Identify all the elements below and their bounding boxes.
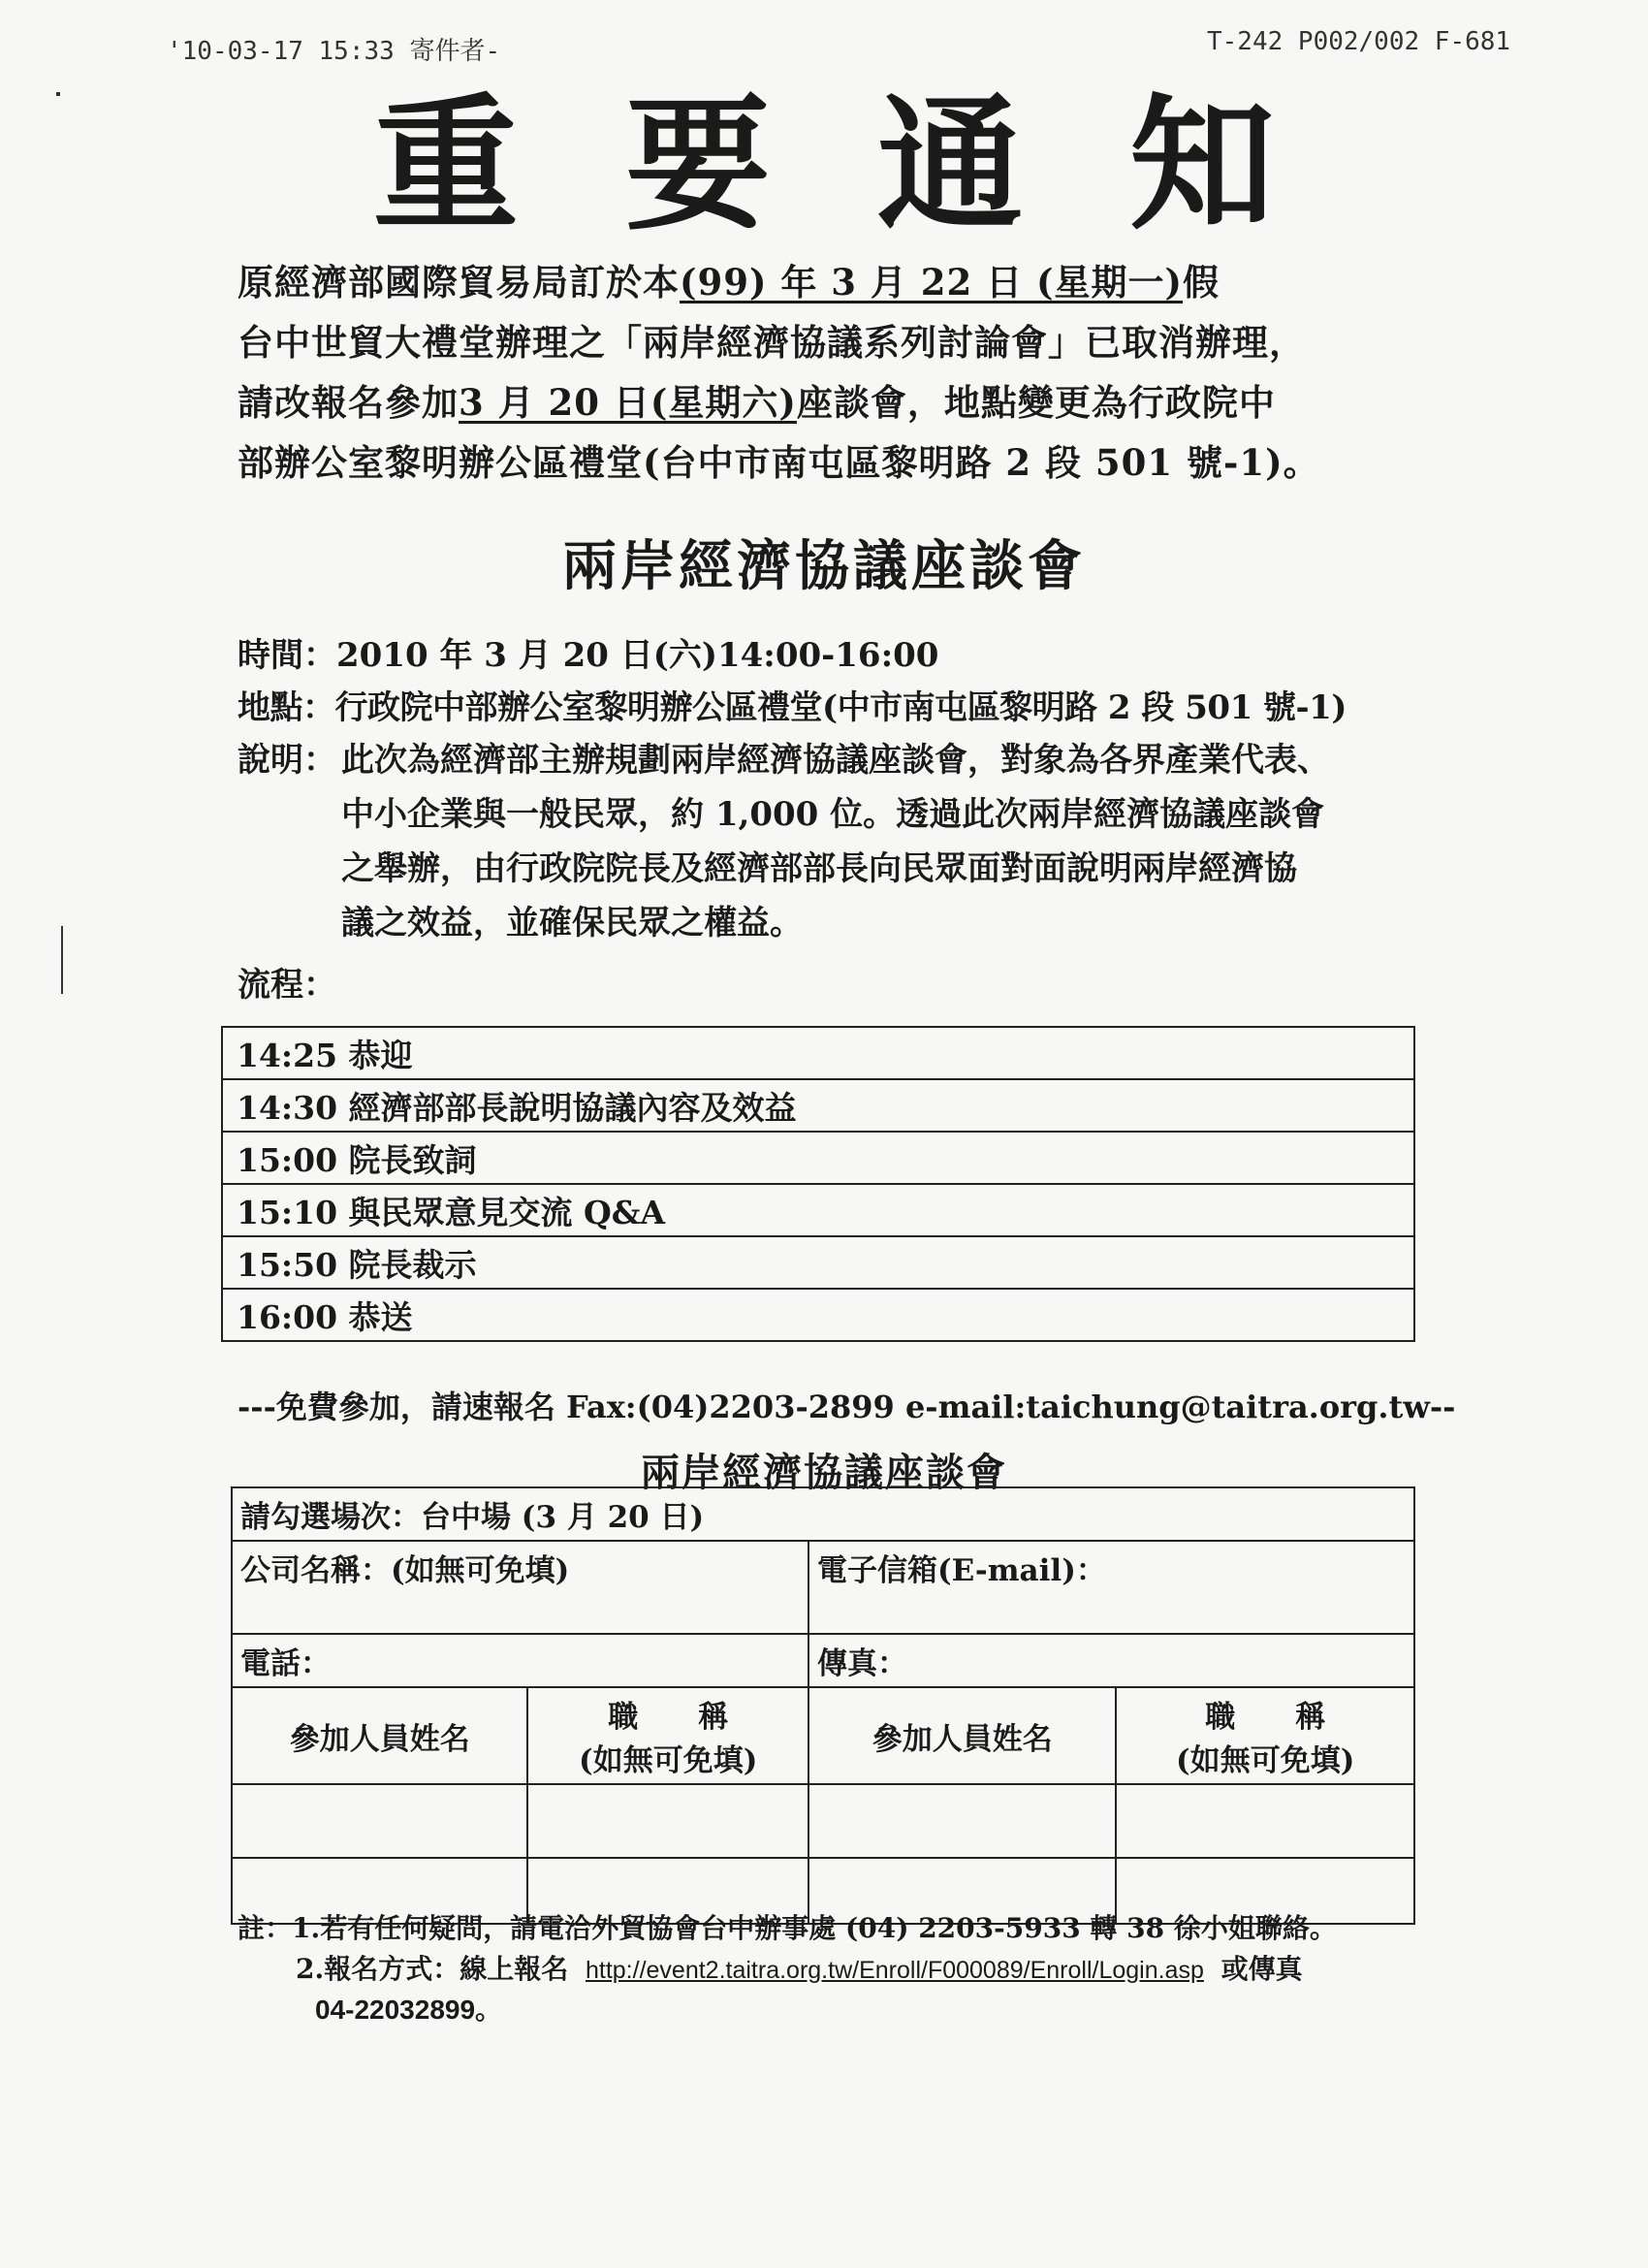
fax-field[interactable] xyxy=(808,1634,1414,1687)
phone-label: 電話： xyxy=(240,1646,331,1681)
desc-line-1: 此次為經濟部主辦規劃兩岸經濟協議座談會，對象為各界產業代表、 xyxy=(341,741,1330,780)
desc-line-2: 中小企業與一般民眾，約 1,000 位。透過此次兩岸經濟協議座談會 xyxy=(341,795,1325,834)
attendee-name-input[interactable] xyxy=(232,1784,527,1858)
flow-row xyxy=(222,1027,1414,1079)
attendee-title-input[interactable] xyxy=(1116,1784,1414,1858)
flow-item: 15:00 院長致詞 xyxy=(222,1132,1414,1184)
session-select-field[interactable] xyxy=(232,1487,1414,1541)
flow-row xyxy=(222,1236,1414,1289)
flow-item: 15:50 院長裁示 xyxy=(222,1236,1414,1289)
form-title: 兩岸經濟協議座談會 xyxy=(641,1450,1007,1495)
note-2-fax-label: 或傳真 xyxy=(1220,1953,1303,1985)
time-label: 時間： xyxy=(238,636,336,675)
flow-row xyxy=(222,1184,1414,1236)
col-header-title xyxy=(1116,1687,1414,1784)
col-header-title-line2: (如無可免填) xyxy=(1176,1743,1355,1778)
attendee-title-input[interactable] xyxy=(527,1784,808,1858)
attendee-name-input[interactable] xyxy=(808,1784,1116,1858)
note-2 xyxy=(296,1947,1303,1993)
notice-text: 原經濟部國際貿易局訂於本 xyxy=(238,261,680,303)
event-title: 兩岸經濟協議座談會 xyxy=(562,534,1086,598)
page-title: 重要通知 xyxy=(372,80,1381,250)
notice-date-underlined: (99) 年 3 月 22 日 (星期一) xyxy=(680,261,1184,303)
flow-item: 15:10 與民眾意見交流 Q&A xyxy=(222,1184,1414,1236)
flow-item: 14:25 恭迎 xyxy=(222,1027,1414,1079)
place-label: 地點： xyxy=(238,688,335,727)
desc-label: 說明： xyxy=(238,741,336,780)
flow-row xyxy=(222,1079,1414,1132)
flow-row xyxy=(222,1132,1414,1184)
note-1: 註：1.若有任何疑問，請電洽外貿協會台中辦事處 (04) 2203-5933 轉 38 徐小姐聯絡。 xyxy=(238,1912,1337,1944)
signup-line: ---免費參加，請速報名 Fax:(04)2203-2899 e-mail:taichung@taitra.org.tw-- xyxy=(238,1389,1456,1425)
col-header-title-line1: 職 稱 xyxy=(608,1700,729,1735)
notice-text: 假 xyxy=(1183,261,1220,303)
place-value: 行政院中部辦公室黎明辦公區禮堂(中市南屯區黎明路 2 段 501 號-1) xyxy=(334,688,1347,727)
note-2-label: 2.報名方式：線上報名 xyxy=(296,1953,569,1985)
flow-item: 16:00 恭送 xyxy=(222,1289,1414,1341)
desc-line-4: 議之效益，並確保民眾之權益。 xyxy=(341,904,803,942)
fax-header-left: '10-03-17 15:33 寄件者- xyxy=(167,37,501,66)
col-header-name: 參加人員姓名 xyxy=(808,1687,1116,1784)
flow-table xyxy=(221,1026,1415,1342)
scan-line xyxy=(61,926,63,994)
registration-form xyxy=(231,1486,1415,1925)
notice-line-4: 部辦公室黎明辦公區禮堂(台中市南屯區黎明路 2 段 501 號-1)。 xyxy=(238,441,1320,484)
col-header-title-line1: 職 稱 xyxy=(1205,1700,1326,1735)
note-2-fax-number: 04-22032899。 xyxy=(315,1995,503,2025)
email-field[interactable] xyxy=(808,1541,1414,1634)
place-row xyxy=(238,681,1347,735)
col-header-title-line2: (如無可免填) xyxy=(579,1743,758,1778)
notice-line-1 xyxy=(238,252,1220,312)
time-row xyxy=(238,628,938,683)
time-value: 2010 年 3 月 20 日(六)14:00-16:00 xyxy=(336,636,939,675)
fax-header-right: T-242 P002/002 F-681 xyxy=(1207,27,1511,56)
enroll-link[interactable]: http://event2.taitra.org.tw/Enroll/F000089/Enroll/Login.asp xyxy=(585,1957,1204,1984)
col-header-name: 參加人員姓名 xyxy=(232,1687,527,1784)
notice-text: 座談會，地點變更為行政院中 xyxy=(796,381,1276,424)
flow-row xyxy=(222,1289,1414,1341)
phone-field[interactable] xyxy=(232,1634,808,1687)
email-label: 電子信箱(E-mail)： xyxy=(817,1553,1106,1588)
notice-line-2: 台中世貿大禮堂辦理之「兩岸經濟協議系列討論會」已取消辦理， xyxy=(238,321,1306,364)
notice-text: 請改報名參加 xyxy=(238,381,459,424)
company-name-field[interactable] xyxy=(232,1541,808,1634)
fax-label: 傳真： xyxy=(817,1646,908,1681)
session-label: 請勾選場次：台中場 (3 月 20 日) xyxy=(240,1500,705,1535)
flow-label: 流程： xyxy=(238,966,336,1005)
col-header-title xyxy=(527,1687,808,1784)
notice-new-date-underlined: 3 月 20 日(星期六) xyxy=(459,381,797,424)
desc-line-3: 之舉辦，由行政院院長及經濟部部長向民眾面對面說明兩岸經濟協 xyxy=(341,849,1297,888)
flow-item: 14:30 經濟部部長說明協議內容及效益 xyxy=(222,1079,1414,1132)
company-label: 公司名稱：(如無可免填) xyxy=(240,1553,570,1588)
notice-line-3 xyxy=(238,372,1276,432)
